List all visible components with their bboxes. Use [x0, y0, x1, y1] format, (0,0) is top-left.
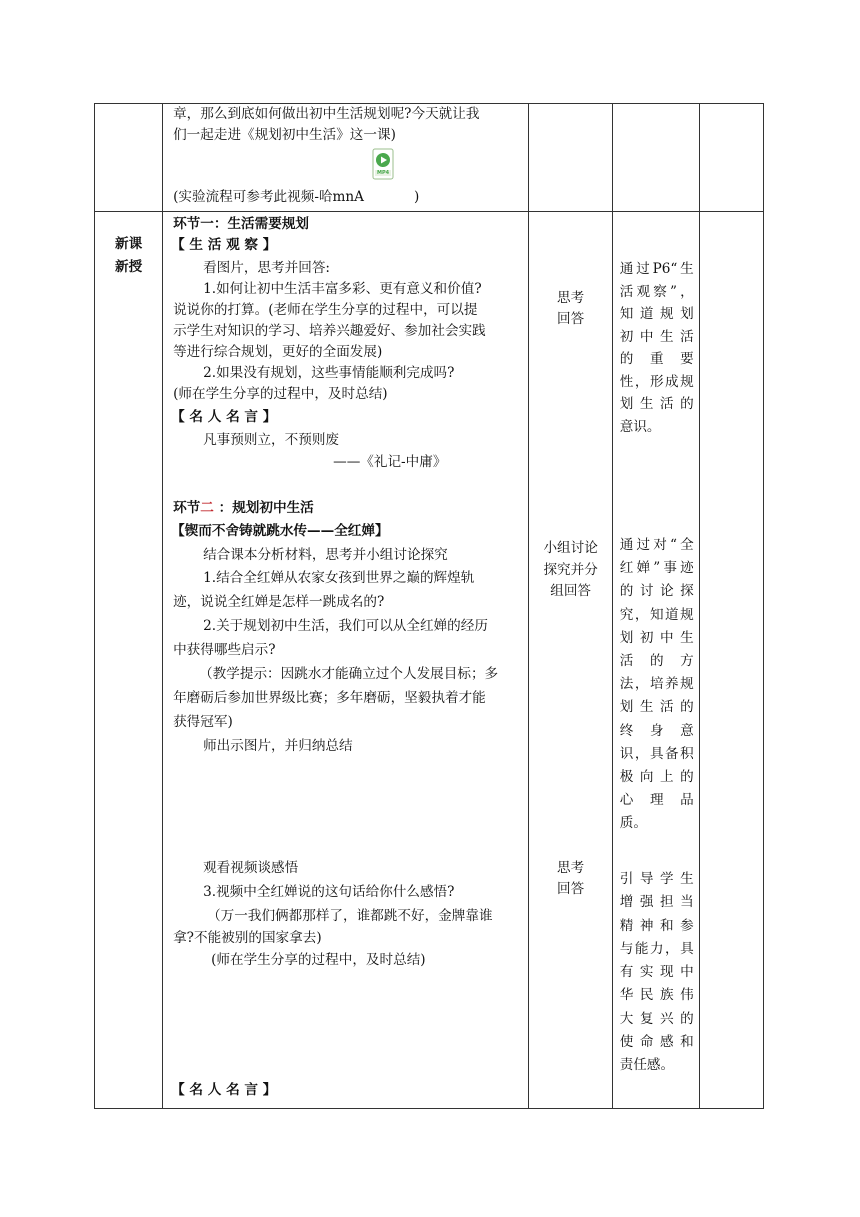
- video-note: [173, 187, 419, 208]
- part2-line: 师出示图片，并归纳总结: [203, 738, 353, 754]
- observe-tag: 【 生 活 观 察 】: [171, 237, 277, 253]
- intent-line: 意识。: [619, 418, 661, 435]
- quote-tag: 【 名 人 名 言 】: [171, 409, 277, 425]
- intent-line: 与能力，具: [619, 940, 694, 957]
- intent-1: [620, 258, 694, 438]
- intent-line: 法，培养规: [619, 676, 694, 693]
- mp4-file-icon[interactable]: [372, 148, 394, 180]
- part2-line: 结合课本分析材料，思考并小组讨论探究: [203, 547, 448, 563]
- part2-line: 中获得哪些启示?: [173, 642, 276, 658]
- video-line: （万一我们俩都那样了，谁都跳不好，金牌靠谁: [207, 908, 493, 924]
- intent-line: 初中生活: [619, 328, 694, 345]
- activity-line: 小组讨论: [543, 540, 598, 556]
- intent-line: 划初中生: [619, 629, 694, 646]
- video-line: 拿?不能被别的国家拿去): [173, 930, 322, 946]
- activity-line: 组回答: [550, 583, 592, 599]
- intent-line: 极向上的: [619, 769, 694, 786]
- student-activity-cell: [528, 212, 612, 1109]
- lesson-content-cell: [163, 212, 529, 1109]
- part1-heading: 环节一：生活需要规划: [173, 216, 310, 232]
- intro-line: 们一起走进《规划初中生活》这一课): [173, 127, 396, 143]
- quote-text: 凡事预则立，不预则废: [203, 432, 340, 448]
- intent-line: 知道规划: [619, 306, 694, 322]
- video-note-end: ): [413, 189, 420, 205]
- intent-line: 华民族伟: [619, 987, 694, 1004]
- video-line: 3.视频中全红婵说的这句话给你什么感悟?: [203, 884, 455, 900]
- section-label-line: 新课: [115, 236, 143, 252]
- intro-notes-cell: [699, 104, 763, 212]
- notes-cell: [699, 212, 763, 1109]
- quote-source: ——《礼记-中庸》: [333, 454, 447, 470]
- intro-line: 章，那么到底如何做出初中生活规划呢?今天就让我: [173, 106, 480, 122]
- intent-line: 质。: [619, 815, 647, 832]
- part1-line: 看图片，思考并回答:: [203, 260, 331, 276]
- part2-heading: [173, 498, 314, 519]
- intent-line: 识，具备积: [619, 745, 694, 762]
- intro-activity-cell: [528, 104, 612, 212]
- intent-2: [620, 534, 694, 836]
- activity-2: [529, 538, 613, 603]
- activity-line: 回答: [557, 311, 585, 327]
- intent-line: 活的方: [619, 653, 694, 670]
- intent-line: 责任感。: [619, 1057, 675, 1074]
- intent-line: 通过P6“生: [619, 261, 694, 277]
- intent-line: 划生活的: [619, 396, 694, 412]
- intent-3: [620, 868, 694, 1078]
- activity-line: 探究并分: [543, 561, 598, 578]
- intro-row: [95, 104, 764, 212]
- activity-line: 回答: [557, 881, 585, 897]
- intent-line: 增强担当: [619, 894, 694, 911]
- section-label-cell: [95, 212, 163, 1109]
- part2-heading-c: ：规划初中生活: [213, 500, 314, 516]
- part1-line: 等进行综合规划，更好的全面发展): [173, 344, 383, 360]
- part1-line: 示学生对知识的学习、培养兴趣爱好、参加社会实践: [173, 323, 486, 339]
- intent-line: 究，知道规: [619, 606, 694, 623]
- intent-line: 精神和参: [619, 917, 694, 934]
- part2-line: 2.关于规划初中生活，我们可以从全红婵的经历: [203, 618, 488, 634]
- activity-line: 思考: [557, 860, 585, 876]
- new-lesson-row: [95, 212, 764, 1109]
- part1-line: 2.如果没有规划，这些事情能顺利完成吗?: [203, 365, 455, 381]
- intro-section-cell: [95, 104, 163, 212]
- part2-heading-a: 环节: [173, 500, 201, 516]
- part2-line: 获得冠军): [173, 714, 233, 730]
- intro-intent-cell: [612, 104, 699, 212]
- quote-tag-2: 【 名 人 名 言 】: [171, 1082, 277, 1098]
- activity-1: [529, 288, 613, 330]
- lesson-plan-table: [94, 103, 764, 1109]
- activity-line: 思考: [557, 290, 585, 306]
- intent-line: 红婵”事迹: [619, 560, 694, 577]
- part1-line: 说说你的打算。(老师在学生分享的过程中，可以提: [173, 302, 478, 318]
- section-label-line: 新授: [115, 259, 143, 275]
- intent-line: 性，形成规: [619, 373, 694, 390]
- video-line: (师在学生分享的过程中，及时总结): [211, 952, 426, 968]
- part1-line: 1.如何让初中生活丰富多彩、更有意义和价值?: [203, 281, 482, 297]
- intro-content-cell: [163, 104, 529, 212]
- video-note-text: (实验流程可参考此视频-哈mnA: [173, 189, 364, 205]
- part2-line: 1.结合全红婵从农家女孩到世界之巅的辉煌轨: [203, 570, 475, 586]
- part2-line: 迹，说说全红婵是怎样一跳成名的?: [173, 594, 385, 610]
- part1-line: (师在学生分享的过程中，及时总结): [173, 386, 388, 402]
- part2-heading-b: 二: [200, 500, 214, 516]
- mp4-badge: MP4: [377, 170, 390, 176]
- intent-line: 使命感和: [619, 1034, 694, 1051]
- design-intent-cell: [612, 212, 699, 1109]
- video-line: 观看视频谈感悟: [203, 860, 299, 876]
- intent-line: 有实现中: [619, 964, 694, 981]
- intent-line: 大复兴的: [619, 1010, 694, 1027]
- intent-line: 活观察”，: [619, 283, 694, 300]
- intent-line: 心理品: [619, 792, 694, 809]
- activity-3: [529, 858, 613, 900]
- intent-line: 终身意: [619, 722, 694, 739]
- intent-line: 通过对“全: [619, 537, 694, 553]
- story-tag: 【锲而不舍铸就跳水传——全红婵】: [171, 523, 389, 539]
- intent-line: 的重要: [619, 351, 694, 367]
- part2-line: （教学提示：因跳水才能确立过个人发展目标；多: [199, 666, 499, 682]
- intent-line: 引导学生: [619, 871, 694, 887]
- part2-line: 年磨砺后参加世界级比赛；多年磨砺，坚毅执着才能: [173, 690, 486, 706]
- intent-line: 划生活的: [619, 699, 694, 716]
- intent-line: 的讨论探: [619, 583, 694, 600]
